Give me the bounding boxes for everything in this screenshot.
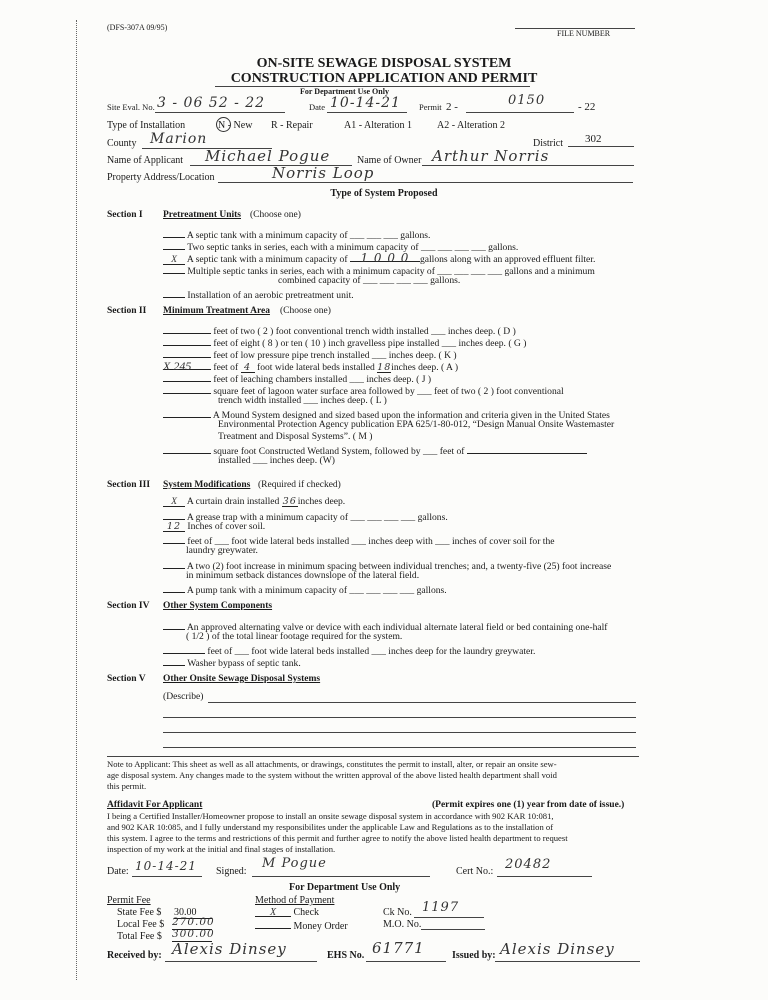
affidavit-line-4: inspection of my work at the initial and final stages of installation. [107, 844, 336, 854]
state-fee-value[interactable]: 30.00 [174, 907, 212, 919]
section5-label: Section V [107, 674, 146, 684]
permit-fee-label: Permit Fee [107, 895, 151, 906]
form-code: (DFS-307A 09/95) [107, 23, 168, 32]
s2-option-g[interactable]: feet of eight ( 8 ) or ten ( 10 ) inch gravelless pipe installed ___ inches deep. ( G ) [163, 336, 526, 350]
s4-alternating-valve[interactable]: An approved alternating valve or device with each individual alternate lateral field or bed containing one-half [163, 620, 608, 634]
describe-line-4[interactable] [163, 747, 636, 748]
local-fee-label: Local Fee $ [117, 919, 165, 930]
section5-title: Other Onsite Sewage Disposal Systems [163, 674, 321, 684]
ehs-label: EHS No. [327, 950, 365, 961]
describe-line-1[interactable] [208, 702, 636, 703]
section2-note: (Choose one) [280, 306, 331, 316]
money-order-option[interactable]: Money Order [255, 919, 348, 932]
section2-label: Section II [107, 306, 147, 316]
date-label-2: Date: [107, 866, 129, 877]
s3-grease-trap[interactable]: A grease trap with a minimum capacity of ___ ___ ___ ___ gallons. [163, 510, 448, 524]
file-number-label: FILE NUMBER [557, 29, 611, 38]
section3-note: (Required if checked) [258, 480, 341, 490]
county-value[interactable]: Marion [150, 131, 208, 147]
type-install-label: Type of Installation [107, 120, 186, 131]
affidavit-title: Affidavit For Applicant [107, 800, 203, 810]
type-a2-option[interactable]: A2 - Alteration 2 [437, 120, 506, 131]
permit-label: Permit [419, 102, 442, 112]
s2-option-k[interactable]: feet of low pressure pipe trench installed ___ inches deep. ( K ) [163, 348, 457, 362]
cert-value[interactable]: 20482 [505, 857, 552, 872]
separator-rule [107, 756, 639, 757]
section4-title: Other System Components [163, 601, 273, 611]
margin-rule [76, 20, 77, 980]
type-new-option[interactable]: N - New [218, 120, 253, 131]
method-payment-label: Method of Payment [255, 895, 335, 906]
s4-greywater-beds[interactable]: feet of ___ foot wide lateral beds installed ___ inches deep for the laundry greywater. [163, 644, 535, 658]
type-repair-option[interactable]: R - Repair [271, 120, 313, 131]
s1-option-5[interactable]: Installation of an aerobic pretreatment unit. [163, 288, 354, 302]
affidavit-line-3: this system. I agree to the terms and restrictions of this permit and further agree to notify the above listed health department to request [107, 833, 568, 843]
ck-no-value[interactable]: 1197 [422, 900, 460, 915]
section4-label: Section IV [107, 601, 150, 611]
mo-no-label: M.O. No. [383, 919, 422, 930]
s2-option-m[interactable]: A Mound System designed and sized based upon the information and criteria given in the United States [163, 408, 610, 422]
section2-title: Minimum Treatment Area [163, 306, 270, 316]
issued-signature[interactable]: Alexis Dinsey [500, 940, 615, 958]
permit-suffix: - 22 [578, 101, 596, 113]
dept-use-only-2: For Department Use Only [289, 882, 401, 893]
signed-label: Signed: [216, 866, 247, 877]
total-fee-label: Total Fee $ [117, 931, 162, 942]
owner-value[interactable]: Arthur Norris [432, 147, 550, 165]
form-title-line1: ON-SITE SEWAGE DISPOSAL SYSTEM [256, 56, 512, 71]
permit-prefix: 2 - [446, 101, 458, 113]
s3-pump-tank[interactable]: A pump tank with a minimum capacity of ___ ___ ___ ___ gallons. [163, 583, 447, 597]
mo-no-field[interactable] [421, 929, 485, 930]
s2-option-w[interactable]: square foot Constructed Wetland System, followed by ___ feet of [163, 444, 587, 458]
permit-value[interactable]: 0150 [508, 93, 546, 108]
date-value-2[interactable]: 10-14-21 [135, 859, 197, 873]
state-fee-label: State Fee $ [117, 907, 162, 918]
s2-option-l[interactable]: square feet of lagoon water surface area followed by ___ feet of two ( 2 ) foot conventional [163, 384, 564, 398]
selected-circle-icon [216, 117, 231, 132]
section3-label: Section III [107, 480, 151, 490]
applicant-value[interactable]: Michael Pogue [205, 147, 331, 165]
s3-cover-soil[interactable]: 12 Inches of cover soil. [163, 522, 265, 533]
s4-washer-bypass[interactable]: Washer bypass of septic tank. [163, 656, 301, 670]
permit-expires: (Permit expires one (1) year from date of issue.) [432, 800, 625, 810]
s2-option-j[interactable]: feet of leaching chambers installed ___ inches deep. ( J ) [163, 372, 431, 386]
section1-label: Section I [107, 210, 143, 220]
form-title-line2: CONSTRUCTION APPLICATION AND PERMIT [230, 71, 538, 86]
section1-title: Pretreatment Units [163, 210, 241, 220]
received-label: Received by: [107, 950, 162, 961]
s1-option-3[interactable]: X A septic tank with a minimum capacity of 1 0 0 0 gallons along with an approved effluent filter. [163, 252, 595, 266]
s2-option-a[interactable]: X 245 feet of 4 foot wide lateral beds installed 18inches deep. ( A ) [163, 359, 459, 373]
district-value[interactable]: 302 [585, 133, 602, 145]
owner-label: Name of Owner [357, 155, 422, 166]
s1-option-1[interactable]: A septic tank with a minimum capacity of ___ ___ ___ gallons. [163, 228, 430, 242]
s3-spacing-increase[interactable]: A two (2) foot increase in minimum spacing between individual trenches; and, a twenty-five (25) foot increase [163, 559, 611, 573]
ck-no-label: Ck No. [383, 907, 412, 918]
issued-label: Issued by: [452, 950, 496, 961]
note-line-3: this permit. [107, 781, 147, 791]
note-line-2: age disposal system. Any changes made to the system without the written approval of the above listed health department shall void [107, 770, 557, 780]
s1-option-2[interactable]: Two septic tanks in series, each with a minimum capacity of ___ ___ ___ ___ gallons. [163, 240, 518, 254]
ehs-value[interactable]: 61771 [372, 939, 425, 957]
note-line-1: Note to Applicant: This sheet as well as all attachments, or drawings, constitutes the permit to install, alter, or repair an onsite sew- [107, 759, 557, 769]
s2-option-d[interactable]: feet of two ( 2 ) foot conventional trench width installed ___ inches deep. ( D ) [163, 324, 516, 338]
describe-line-3[interactable] [163, 732, 636, 733]
local-fee-value[interactable]: 270.00 [172, 916, 215, 928]
total-fee-value[interactable]: 300.00 [172, 928, 215, 940]
type-a1-option[interactable]: A1 - Alteration 1 [344, 120, 413, 131]
check-option[interactable]: X Check [255, 907, 319, 918]
address-label: Property Address/Location [107, 172, 215, 183]
applicant-label: Name of Applicant [107, 155, 184, 166]
received-signature[interactable]: Alexis Dinsey [172, 940, 287, 958]
site-eval-label: Site Eval. No. [107, 102, 155, 112]
s3-curtain-drain[interactable]: X A curtain drain installed 36inches deep. [163, 497, 345, 508]
section1-note: (Choose one) [250, 210, 301, 220]
affidavit-line-1: I being a Certified Installer/Homeowner propose to install an onsite sewage disposal system in accordance with 902 KAR 10:081, [107, 811, 554, 821]
county-label: County [107, 138, 137, 149]
s1-option-4-cont: combined capacity of ___ ___ ___ ___ gallons. [278, 275, 461, 286]
s3-greywater-beds[interactable]: feet of ___ foot wide lateral beds installed ___ inches deep with ___ inches of cover soil for the [163, 534, 555, 548]
district-label: District [533, 138, 563, 149]
s5-describe: (Describe) [163, 691, 204, 702]
tank-capacity-value: 1 0 0 0 [350, 252, 420, 262]
applicant-signature[interactable]: M Pogue [262, 856, 327, 871]
s1-option-4[interactable]: Multiple septic tanks in series, each with a minimum capacity of ___ ___ ___ ___ gallons and a minimum [163, 264, 595, 278]
date-label: Date [309, 102, 326, 112]
address-value[interactable]: Norris Loop [272, 164, 375, 182]
site-eval-value[interactable]: 3 - 06 52 - 22 [157, 95, 266, 111]
dept-use-only: For Department Use Only [300, 87, 389, 96]
date-value[interactable]: 10-14-21 [330, 95, 401, 111]
affidavit-line-2: and 902 KAR 10:085, and I fully understand my responsibilites under the applicable Law and Regulations as to the installation of [107, 822, 554, 832]
cert-label: Cert No.: [456, 866, 494, 877]
type-system-heading: Type of System Proposed [330, 188, 438, 199]
section3-title: System Modifications [163, 480, 251, 490]
describe-line-2[interactable] [163, 717, 636, 718]
